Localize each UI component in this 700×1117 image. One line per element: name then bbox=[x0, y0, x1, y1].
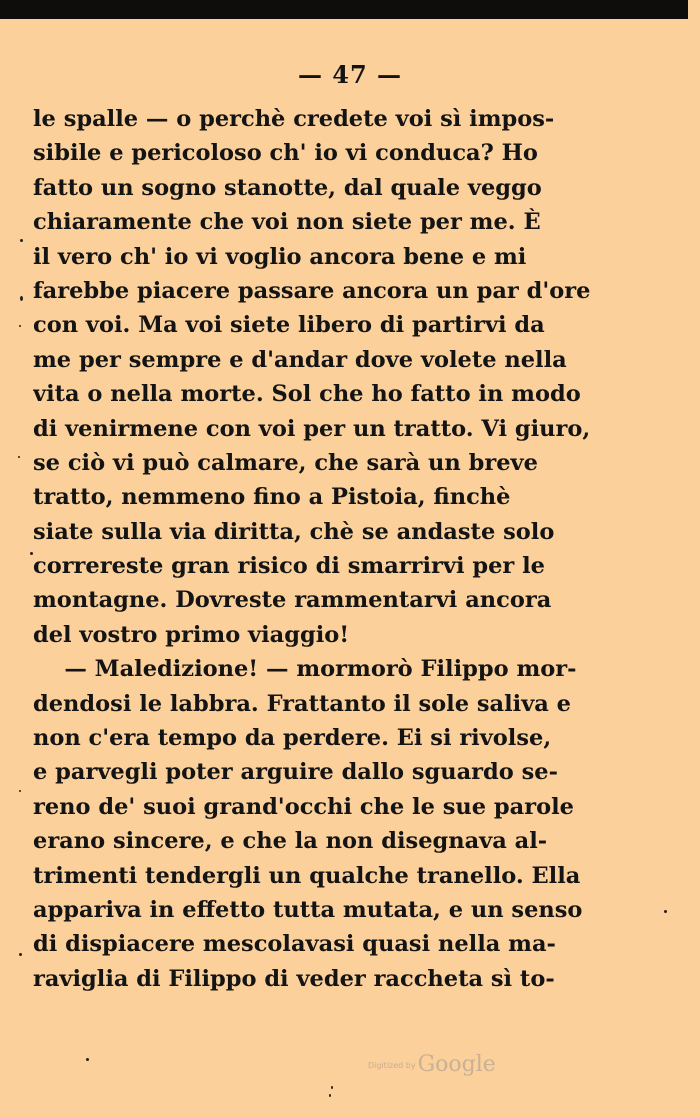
text-line: reno de' suoi grand'occhi che le sue parole bbox=[33, 793, 574, 820]
text-line: sibile e pericoloso ch' io vi conduca? Ho bbox=[33, 140, 538, 167]
watermark-brand: Google bbox=[417, 1052, 496, 1077]
scan-speck bbox=[20, 296, 23, 301]
text-line: raviglia di Filippo di veder raccheta sì to- bbox=[33, 965, 555, 992]
text-line: e parvegli poter arguire dallo sguardo se- bbox=[33, 759, 558, 786]
scan-speck bbox=[30, 552, 33, 555]
text-line: correreste gran risico di smarrirvi per le bbox=[33, 553, 545, 580]
text-line: trimenti tendergli un qualche tranello. Ella bbox=[33, 862, 581, 889]
text-line: erano sincere, e che la non disegnava al- bbox=[33, 828, 548, 855]
text-line: appariva in effetto tutta mutata, e un senso bbox=[33, 896, 583, 923]
scan-speck bbox=[20, 239, 23, 242]
text-line: con voi. Ma voi siete libero di partirvi da bbox=[33, 312, 545, 339]
scan-speck bbox=[86, 1058, 89, 1061]
page-number: — 47 — bbox=[297, 60, 403, 89]
text-line: farebbe piacere passare ancora un par d'ore bbox=[33, 277, 591, 304]
digitized-watermark bbox=[368, 1052, 496, 1077]
text-line: di dispiacere mescolavasi quasi nella ma- bbox=[33, 931, 556, 958]
scan-speck bbox=[329, 1094, 331, 1097]
scan-speck bbox=[664, 910, 667, 913]
text-line: del vostro primo viaggio! bbox=[33, 621, 350, 648]
text-line: dendosi le labbra. Frattanto il sole saliva e bbox=[33, 690, 571, 717]
scan-speck bbox=[19, 790, 21, 792]
text-line: di venirmene con voi per un tratto. Vi giuro, bbox=[33, 415, 591, 442]
scan-speck bbox=[18, 456, 20, 458]
body-text bbox=[33, 102, 593, 996]
text-line: siate sulla via diritta, chè se andaste solo bbox=[33, 518, 555, 545]
text-line: se ciò vi può calmare, che sarà un breve bbox=[33, 449, 538, 476]
text-line: vita o nella morte. Sol che ho fatto in modo bbox=[33, 381, 581, 408]
text-line: fatto un sogno stanotte, dal quale veggo bbox=[33, 174, 542, 201]
text-line: il vero ch' io vi voglio ancora bene e mi bbox=[33, 243, 527, 270]
text-line: non c'era tempo da perdere. Ei si rivolse, bbox=[33, 725, 552, 752]
text-line: me per sempre e d'andar dove volete nella bbox=[33, 346, 567, 373]
text-line: le spalle — o perchè credete voi sì impos- bbox=[33, 106, 555, 132]
text-line: chiaramente che voi non siete per me. È bbox=[33, 209, 541, 236]
scan-speck bbox=[19, 325, 21, 327]
scan-speck bbox=[19, 953, 22, 956]
page-top-edge bbox=[0, 0, 688, 19]
scan-speck bbox=[331, 1086, 333, 1089]
watermark-prefix: Digitized by bbox=[368, 1060, 416, 1070]
text-line: montagne. Dovreste rammentarvi ancora bbox=[33, 587, 552, 614]
text-line: — Maledizione! — mormorò Filippo mor- bbox=[33, 656, 577, 683]
text-line: tratto, nemmeno fino a Pistoia, finchè bbox=[33, 484, 511, 511]
